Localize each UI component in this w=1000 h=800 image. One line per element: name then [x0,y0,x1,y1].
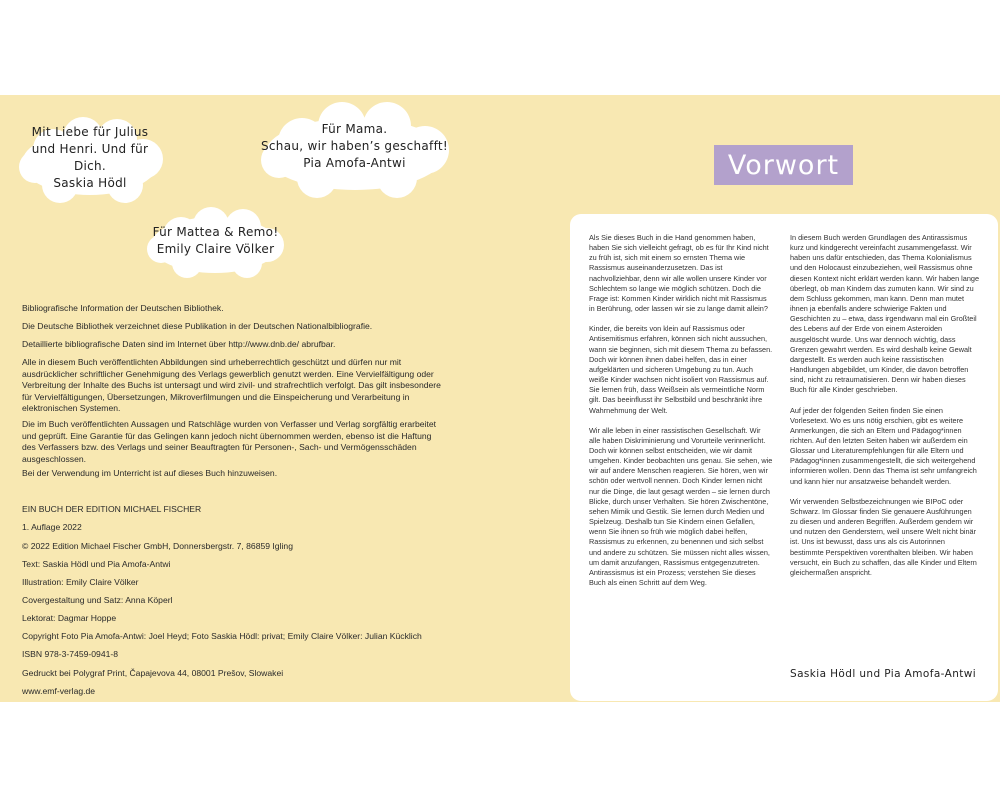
vorwort-left-column [589,233,773,598]
credit-isbn: ISBN 978-3-7459-0941-8 [22,649,119,659]
paragraph: Als Sie dieses Buch in die Hand genommen haben, haben Sie sich vielleicht gefragt, ob es für Ihr Kind nicht zu früh ist, sich mit einem so ernsten Thema wie Rassismus auseinanderzusetzen. Das ist nachvollziehbar, denn wir alle wollen unsere Kinder vor Schlechtem so lange wie möglich schützen. Doch die Frage ist: Kommen Kinder wirklich nicht mit Rassismus in Berührung, oder lassen wir sie zu lange damit allein? [589,233,769,314]
dedication-cloud-julius [15,117,165,205]
paragraph: Kinder, die bereits von klein auf Rassismus oder Antisemitismus erfahren, können sich nicht aussuchen, wann sie beginnen, sich mit diesem Thema zu befassen. Doch wir können ihnen dabei helfen, das in einer aufgeklärten und sicheren Umgebung zu tun. Auch weiße Kinder wachsen nicht isoliert von Rassismus auf. Sie lernen früh, dass Weißsein als vermeintliche Norm gilt. Das beeinflusst ihr Selbstbild und beschränkt ihre Wahrnehmung der Welt. [589,324,773,415]
dedication-line: Mit Liebe für Julius [31,125,149,139]
bibliographic-text [22,321,442,333]
dedication-line: Saskia Hödl [53,176,127,190]
bib-text: Die Deutsche Bibliothek verzeichnet diese Publikation in der Deutschen Nationalbibliografie. [22,321,373,331]
credit-illustration: Illustration: Emily Claire Völker [22,577,139,587]
dedication-line: Schau, wir haben’s geschafft! [260,138,448,153]
credit-photos: Copyright Foto Pia Amofa-Antwi: Joel Heyd; Foto Saskia Hödl: privat; Emily Claire Völker: Julian Kücklich [22,631,422,641]
paragraph: Auf jeder der folgenden Seiten finden Sie einen Vorlesetext. Wo es uns nötig erschien, gibt es weitere Anmerkungen, die sich an Eltern und Pädagog*innen richten. Auf den letzten Seiten haben wir außerdem ein Glossar und Literaturempfehlungen für alle Eltern und Pädagog*innen zusammengestellt, die sich weitergehend informieren wollen. Denn das Thema ist sehr umfangreich und kann hier nur ansatzweise behandelt werden. [790,405,977,486]
dedication-cloud-mattea [143,205,288,280]
bibliographic-internet [22,339,442,351]
paragraph: Wir alle leben in einer rassistischen Gesellschaft. Wir alle haben Diskriminierung und Vorurteile verinnerlicht. Doch wir können selbst entscheiden, wie wir damit umgehen. Kinder beobachten uns genau. Sie sehen, wie wir auf andere Menschen reagieren. Sie hören, wen wir schön oder wertvoll nennen. Doch Kinder lernen nicht nur die Dinge, die laut gesagt werden – sie lernen durch Blicke, durch unser Verhalten. Sie hören Zwischentöne, sehen Mimik und Gestik. Sie lernen durch Medien und Spielzeug. Deshalb tun Sie Kindern einen Gefallen, wenn Sie ihnen so früh wie möglich dabei helfen, Rassismus zu erkennen, zu benennen und sich selbst und andere zu schützen. Sie müssen nicht alles wissen, um damit anzufangen, Rassismus entgegenzutreten. Antirassismus ist ein Prozess; verstehen Sie dieses Buch als einen Schritt auf dem Weg. [589,425,773,587]
vorwort-title-box [714,145,853,185]
paragraph: In diesem Buch werden Grundlagen des Antirassismus kurz und kindgerecht vereinfacht zusammengefasst. Wir haben uns dafür entschieden, das Thema Kolonialismus und den Holocaust einzubeziehen, weil Rassismus ohne diesen Kontext nicht erklärt werden kann. Wir haben lange überlegt, ob man Kindern das zumuten kann. Wir sind zu dem Schluss gekommen, man kann. Denn man mutet ihnen ja ebenfalls andere schwierige Fakten und Geschichten zu – etwa, dass irgendwann mal ein Großteil des Lebens auf der Erde von einem Asteroiden ausgelöscht wurde. Uns war dennoch wichtig, dass Grenzen gewahrt werden. Es wird deshalb keine Gewalt dargestellt. Es werden auch keine rassistischen Handlungen abgebildet, um Kinder, die davon betroffen sind, nicht zu retraumatisieren. Denn wir haben dieses Buch für alle Kinder geschrieben. [790,233,980,395]
dedication-line: Pia Amofa-Antwi [303,155,406,170]
rights-text: Alle in diesem Buch veröffentlichten Abbildungen sind urheberrechtlich geschützt und dürfen nur mit ausdrücklicher schriftlicher Genehmigung des Verlags gewerblich genutzt werden. Eine Vervielfältigung oder Verbreitung der Inhalte des Buchs ist untersagt und wird zivil- und strafrechtlich verfolgt. Das gilt insbesondere für Vervielfältigungen, Übersetzungen, Mikroverfilmungen und die Einspeicherung und Verarbeitung in elektronischen Systemen. [22,357,441,414]
dedication-line: Emily Claire Völker [156,241,275,256]
author-signature: Saskia Hödl und Pia Amofa-Antwi [790,668,977,680]
dedication-line: Für Mattea & Remo! [152,224,279,239]
liability-text: Die im Buch veröffentlichten Aussagen und Ratschläge wurden von Verfasser und Verlag sorgfältig erarbeitet und geprüft. Eine Garantie für das Gelingen kann jedoch nicht übernommen werden, ebenso ist die Haftung des Verfassers bzw. des Verlags und seiner Beauftragten für Personen-, Sach- und Vermögensschäden ausgeschlossen. [22,419,437,464]
school-notice [22,468,442,480]
credit-cover: Covergestaltung und Satz: Anna Köperl [22,595,173,605]
paragraph: Wir verwenden Selbstbezeichnungen wie BIPoC oder Schwarz. Im Glossar finden Sie genauere Ausführungen zu diesen und anderen Begriffen. Außerdem gendern wir und nutzen den Genderstern, weil unsere Welt nicht binär ist. Uns ist bewusst, dass uns als cis Autorinnen bestimmte Perspektiven vorenthalten bleiben. Wir haben versucht, ein Buch zu schaffen, das alle Kinder und Eltern gleichermaßen anspricht. [790,496,977,577]
vorwort-right-column [790,233,980,588]
credit-printer: Gedruckt bei Polygraf Print, Čapajevova 44, 08001 Prešov, Slowakei [22,668,284,678]
credit-copyright: © 2022 Edition Michael Fischer GmbH, Donnersbergstr. 7, 86859 Igling [22,541,293,551]
bib-internet: Detaillierte bibliografische Daten sind im Internet über http://www.dnb.de/ abrufbar. [22,339,336,349]
credit-text: Text: Saskia Hödl und Pia Amofa-Antwi [22,559,171,569]
school-text: Bei der Verwendung im Unterricht ist auf dieses Buch hinzuweisen. [22,468,278,478]
liability-notice [22,419,442,465]
dedication-cloud-mama [257,102,452,202]
bibliographic-info [22,303,442,315]
bib-title: Bibliografische Information der Deutschen Bibliothek. [22,303,224,313]
dedication-line: und Henri. Und für Dich. [31,142,149,173]
dedication-line: Für Mama. [321,121,388,136]
credit-lektorat: Lektorat: Dagmar Hoppe [22,613,117,623]
page-title: Vorwort [727,149,840,181]
credit-auflage: 1. Auflage 2022 [22,522,82,532]
publisher-website: www.emf-verlag.de [22,686,96,696]
credit-edition: EIN BUCH DER EDITION MICHAEL FISCHER [22,504,202,514]
rights-notice [22,357,442,415]
